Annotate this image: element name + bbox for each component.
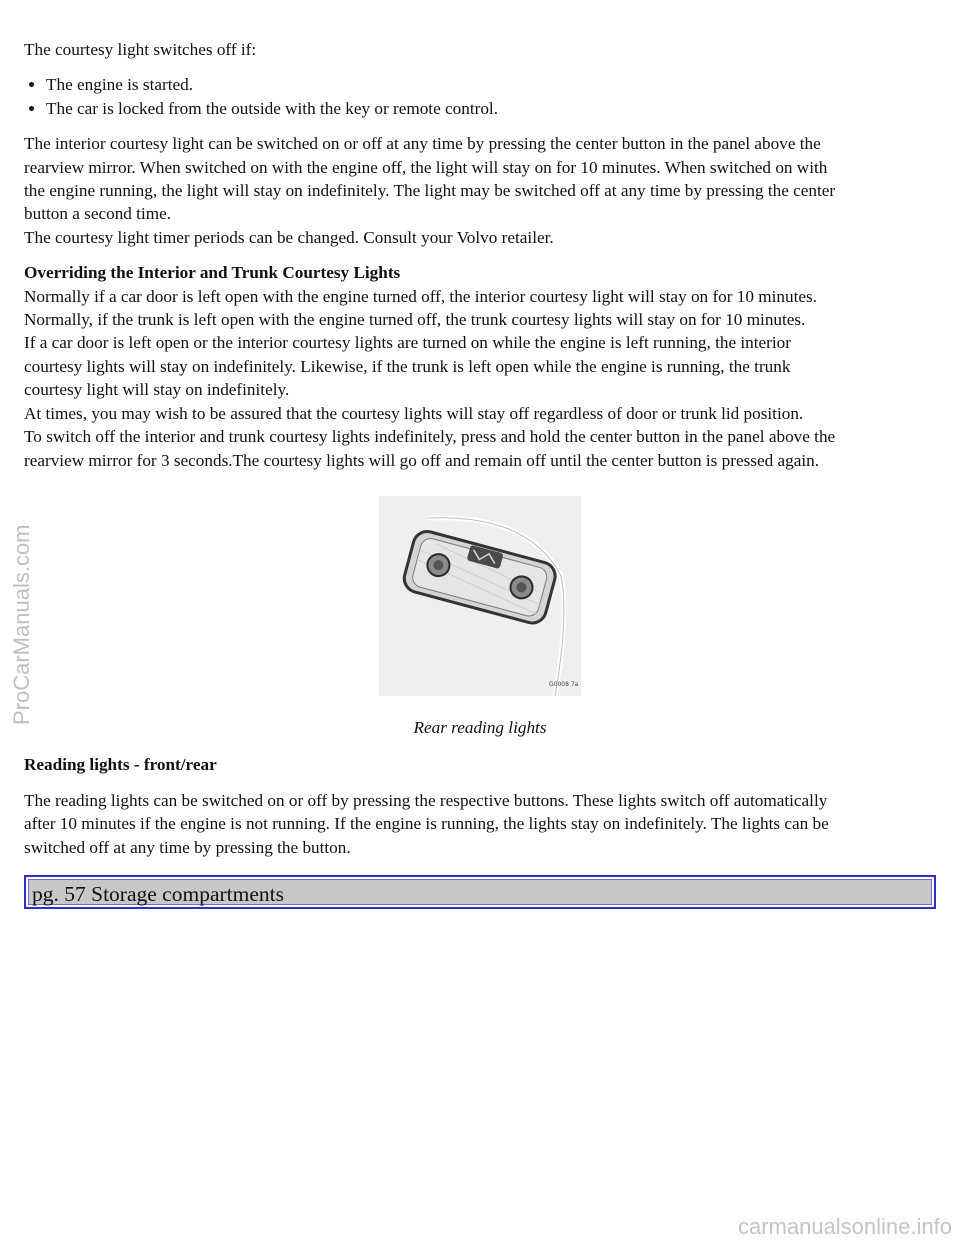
paragraph-line: button a second time.: [24, 204, 172, 224]
paragraph-line: after 10 minutes if the engine is not running. If the engine is running, the lights stay on indefinitely. The lights can be: [24, 814, 829, 834]
paragraph-line: rearview mirror for 3 seconds.The courtesy lights will go off and remain off until the center button is pressed again.: [24, 450, 820, 470]
watermark-procarmanuals: ProCarManuals.com: [9, 524, 34, 725]
section-heading: Reading lights - front/rear: [24, 755, 217, 775]
paragraph-line: the engine running, the light will stay on indefinitely. The light may be switched off at any time by pressing the center: [24, 181, 836, 201]
section-heading: Overriding the Interior and Trunk Courtesy Lights: [24, 263, 401, 283]
paragraph-line: switched off at any time by pressing the button.: [24, 837, 351, 857]
paragraph-line: The courtesy light timer periods can be changed. Consult your Volvo retailer.: [24, 227, 554, 247]
reading-lights-figure: [24, 496, 936, 739]
paragraph-line: To switch off the interior and trunk courtesy lights indefinitely, press and hold the center button in the panel above the: [24, 427, 836, 447]
paragraph-line: The reading lights can be switched on or off by pressing the respective buttons. These lights switch off automatically: [24, 790, 828, 810]
paragraph-line: courtesy light will stay on indefinitely.: [24, 380, 290, 400]
list-item: • The car is locked from the outside with the key or remote control.: [46, 97, 936, 120]
reading-lights-section: [24, 753, 936, 859]
svg-text:G0008 7a: G0008 7a: [549, 680, 579, 688]
overriding-section: [24, 261, 936, 472]
paragraph-line: Normally, if the trunk is left open with the engine turned off, the trunk courtesy lights will stay on for 10 minutes.: [24, 310, 806, 330]
paragraph-line: The interior courtesy light can be switched on or off at any time by pressing the center button in the panel above the: [24, 134, 821, 154]
paragraph-line: At times, you may wish to be assured that the courtesy lights will stay off regardless of door or trunk lid position.: [24, 403, 804, 423]
paragraph-line: Normally if a car door is left open with the engine turned off, the interior courtesy light will stay on for 10 minutes.: [24, 286, 817, 306]
next-page-link[interactable]: pg. 57 Storage compartments: [24, 875, 936, 909]
intro-text: The courtesy light switches off if:: [24, 40, 257, 59]
rear-reading-lights-illustration: [379, 496, 581, 696]
switch-off-conditions-list: [24, 73, 936, 120]
courtesy-light-paragraph: [24, 132, 936, 249]
paragraph-line: courtesy lights will stay on indefinitely. Likewise, if the trunk is left open while the engine is running, the trunk: [24, 356, 791, 376]
reading-light-panel-icon: [379, 496, 581, 696]
paragraph-line: rearview mirror. When switched on with the engine off, the light will stay on for 10 minutes. When switched on with: [24, 157, 828, 177]
list-item: • The engine is started.: [46, 73, 936, 96]
figure-caption: Rear reading lights: [413, 717, 547, 737]
manual-page: [24, 38, 936, 909]
watermark-carmanualsonline: carmanualsonline.info: [737, 1213, 952, 1239]
paragraph-line: If a car door is left open or the interior courtesy lights are turned on while the engine is left running, the interior: [24, 333, 791, 353]
